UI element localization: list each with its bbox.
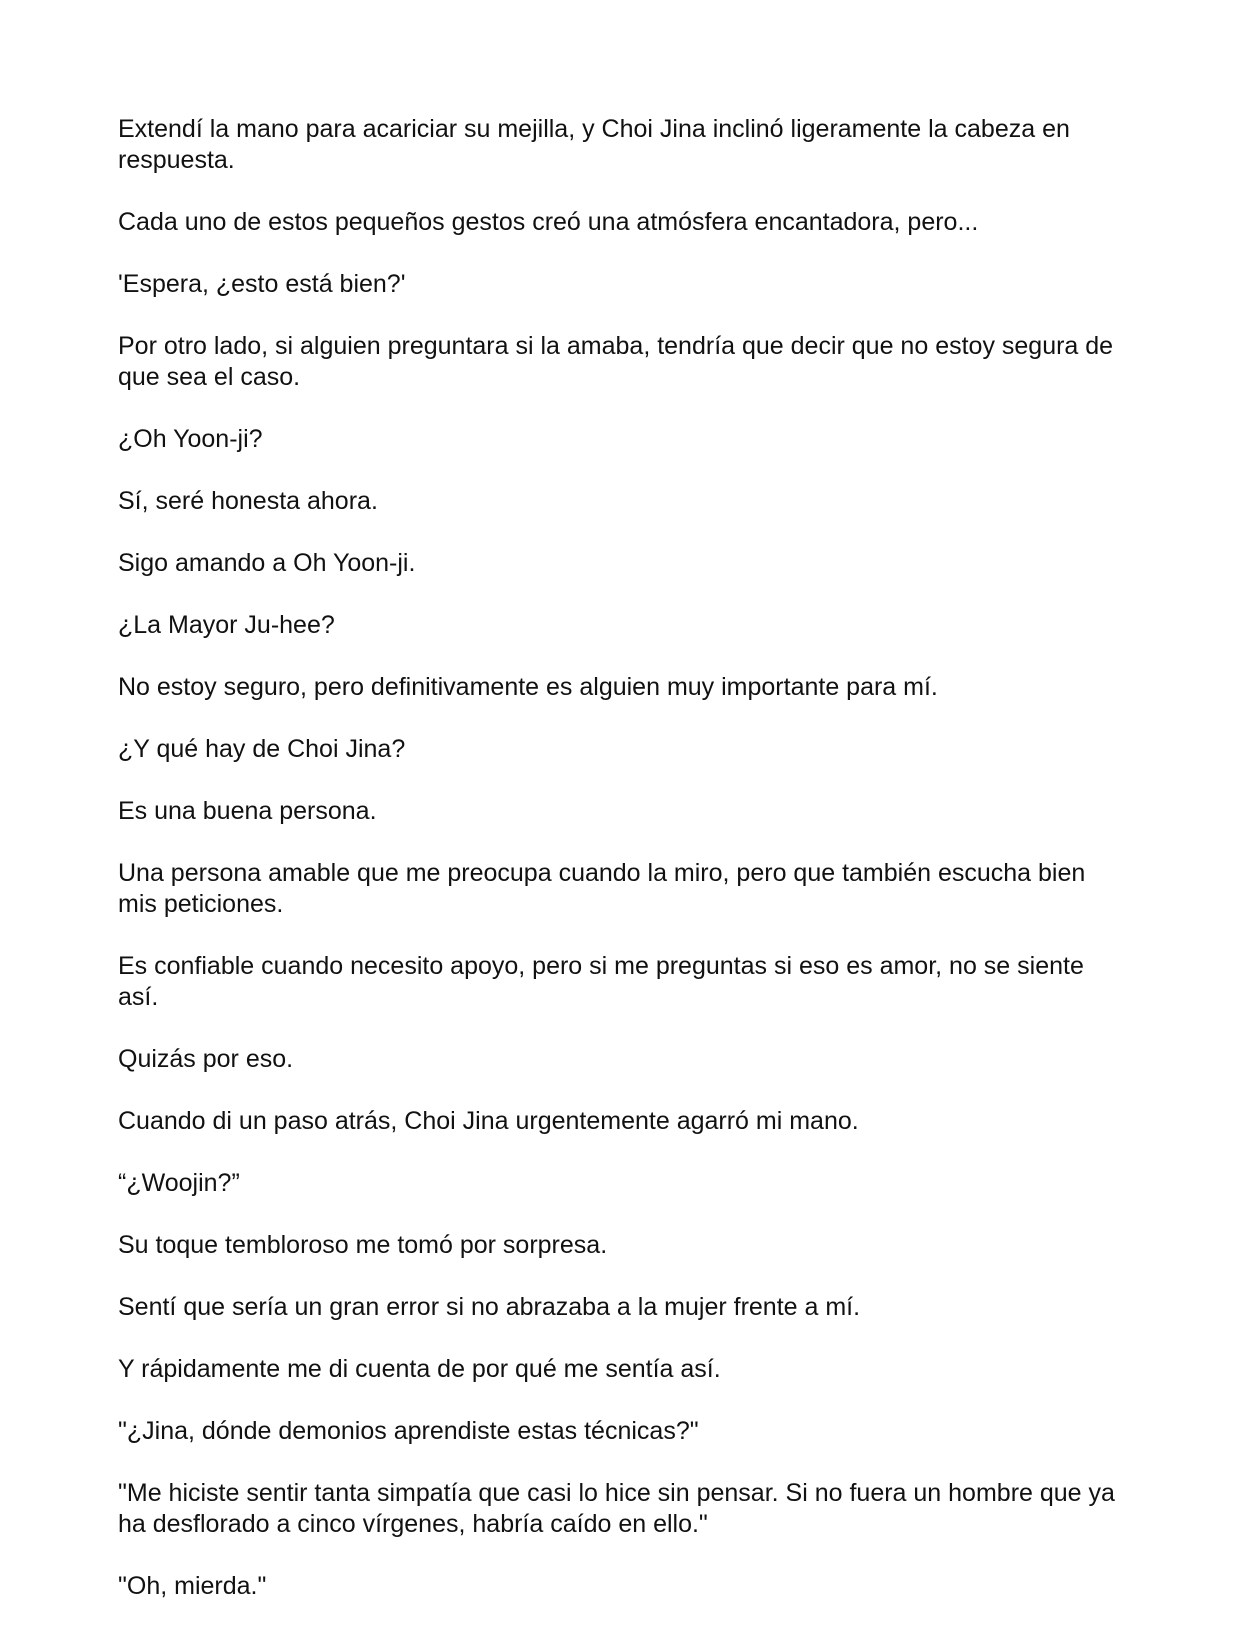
paragraph-9: No estoy seguro, pero definitivamente es alguien muy importante para mí. [118, 673, 938, 701]
paragraph-1: Extendí la mano para acariciar su mejilla, y Choi Jina inclinó ligeramente la cabeza en respuesta. [118, 115, 1070, 174]
paragraph-13: Es confiable cuando necesito apoyo, pero si me preguntas si eso es amor, no se siente así. [118, 952, 1084, 1011]
document-body [118, 114, 1128, 1633]
paragraph-14: Quizás por eso. [118, 1045, 294, 1073]
paragraph-3: 'Espera, ¿esto está bien?' [118, 270, 406, 298]
paragraph-17: Su toque tembloroso me tomó por sorpresa. [118, 1231, 608, 1259]
paragraph-6: Sí, seré honesta ahora. [118, 487, 378, 515]
paragraph-8: ¿La Mayor Ju-hee? [118, 611, 335, 639]
paragraph-21: "Me hiciste sentir tanta simpatía que casi lo hice sin pensar. Si no fuera un hombre que ya ha desflorado a cinco vírgenes, habría caído en ello." [118, 1479, 1115, 1538]
paragraph-4: Por otro lado, si alguien preguntara si la amaba, tendría que decir que no estoy segura de que sea el caso. [118, 332, 1114, 391]
paragraph-22: "Oh, mierda." [118, 1572, 267, 1600]
paragraph-2: Cada uno de estos pequeños gestos creó una atmósfera encantadora, pero... [118, 208, 979, 236]
paragraph-20: "¿Jina, dónde demonios aprendiste estas técnicas?" [118, 1417, 699, 1445]
paragraph-5: ¿Oh Yoon-ji? [118, 425, 263, 453]
paragraph-16: “¿Woojin?” [118, 1169, 240, 1197]
paragraph-12: Una persona amable que me preocupa cuando la miro, pero que también escucha bien mis peticiones. [118, 859, 1086, 918]
paragraph-11: Es una buena persona. [118, 797, 377, 825]
paragraph-10: ¿Y qué hay de Choi Jina? [118, 735, 406, 763]
paragraph-7: Sigo amando a Oh Yoon-ji. [118, 549, 416, 577]
paragraph-19: Y rápidamente me di cuenta de por qué me sentía así. [118, 1355, 721, 1383]
paragraph-18: Sentí que sería un gran error si no abrazaba a la mujer frente a mí. [118, 1293, 861, 1321]
paragraph-15: Cuando di un paso atrás, Choi Jina urgentemente agarró mi mano. [118, 1107, 859, 1135]
